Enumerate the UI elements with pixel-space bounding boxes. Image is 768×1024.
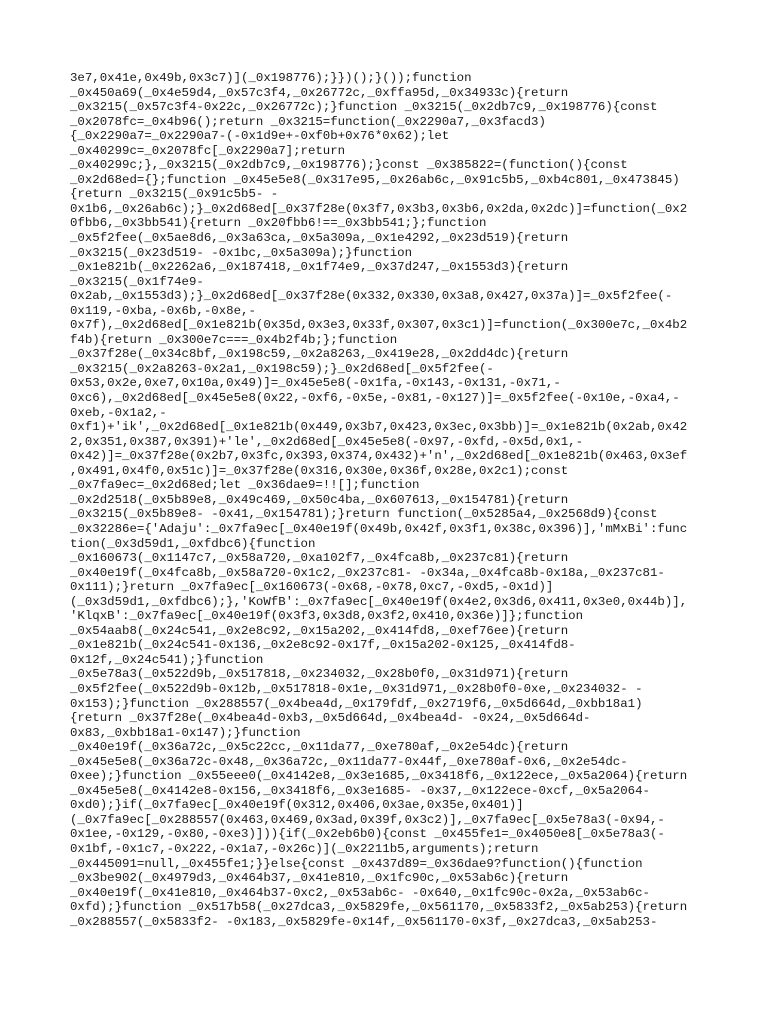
code-line: 0xd0);}if(_0x7fa9ec[_0x40e19f(0x312,0x406,0x3ae,0x35e,0x401)] [70, 798, 524, 813]
code-line: (_0x3d59d1,_0xfdbc6);},'KoWfB':_0x7fa9ec[_0x40e19f(0x4e2,0x3d6,0x411,0x3e0,0x44b)], [70, 594, 688, 609]
code-line: _0x7fa9ec=_0x2d68ed;let _0x36dae9=!![];function [70, 478, 420, 493]
code-line: 0x83,_0xbb18a1-0x147);}function [70, 725, 301, 740]
code-line: 0fbb6,_0x3bb541){return _0x20fbb6!==_0x3bb541;};function [70, 216, 487, 231]
code-line: 0xeb,-0x1a2,- [70, 405, 167, 420]
code-line: _0x3be902(_0x4979d3,_0x464b37,_0x41e810,_0x1fc90c,_0x53ab6c){return [70, 871, 569, 886]
code-line: 0x1bf,-0x1c7,-0x222,-0x1a7,-0x26c)](_0x2211b5,arguments);return [70, 841, 539, 856]
code-line: _0x1e821b(_0x2262a6,_0x187418,_0x1f74e9,_0x37d247,_0x1553d3){return [70, 260, 569, 275]
code-line: {_0x2290a7=_0x2290a7-(-0x1d9e+-0xf0b+0x76*0x62);let [70, 129, 450, 144]
code-line: 0x42)]=_0x37f28e(0x2b7,0x3fc,0x393,0x374,0x432)+'n',_0x2d68ed[_0x1e821b(0x463,0x3ef [70, 449, 688, 464]
code-line: 0x53,0x2e,0xe7,0x10a,0x49)]=_0x45e5e8(-0x1fa,-0x143,-0x131,-0x71,- [70, 376, 561, 391]
code-line: _0x445091=null,_0x455fe1;}}else{const _0x437d89=_0x36dae9?function(){function [70, 856, 643, 871]
code-line: _0x5f2fee(_0x5ae8d6,_0x3a63ca,_0x5a309a,_0x1e4292,_0x23d519){return [70, 231, 569, 246]
code-line: _0x3215(_0x5b89e8- -0x41,_0x154781);}return function(_0x5285a4,_0x2568d9){const [70, 507, 658, 522]
code-line: f4b){return _0x300e7c===_0x4b2f4b;};function [70, 332, 398, 347]
code-line: 'KlqxB':_0x7fa9ec[_0x40e19f(0x3f3,0x3d8,0x3f2,0x410,0x36e)]};function [70, 609, 584, 624]
code-line: _0x5e78a3(_0x522d9b,_0x517818,_0x234032,_0x28b0f0,_0x31d971){return [70, 667, 569, 682]
code-line: {return _0x37f28e(_0x4bea4d-0xb3,_0x5d664d,_0x4bea4d- -0x24,_0x5d664d- [70, 711, 591, 726]
code-line: _0x1e821b(_0x24c541-0x136,_0x2e8c92-0x17f,_0x15a202-0x125,_0x414fd8- [70, 638, 576, 653]
code-line: 0x1b6,_0x26ab6c);}_0x2d68ed[_0x37f28e(0x3f7,0x3b3,0x3b6,0x2da,0x2dc)]=function(_0x2 [70, 201, 688, 216]
code-line: 0x12f,_0x24c541);}function [70, 652, 264, 667]
code-line: _0x40299c=_0x2078fc[_0x2290a7];return [70, 143, 346, 158]
code-line: _0x37f28e(_0x34c8bf,_0x198c59,_0x2a8263,_0x419e28,_0x2dd4dc){return [70, 347, 569, 362]
code-line: _0x54aab8(_0x24c541,_0x2e8c92,_0x15a202,_0x414fd8,_0xef76ee){return [70, 623, 569, 638]
code-line: ,0x491,0x4f0,0x51c)]=_0x37f28e(0x316,0x30e,0x36f,0x28e,0x2c1);const [70, 463, 569, 478]
code-line: _0x40299c;},_0x3215(_0x2db7c9,_0x198776);}const _0x385822=(function(){const [70, 158, 628, 173]
code-line: _0x3215(_0x1f74e9- [70, 274, 204, 289]
code-line: 0x153);}function _0x288557(_0x4bea4d,_0x179fdf,_0x2719f6,_0x5d664d,_0xbb18a1) [70, 696, 643, 711]
code-line: 0x119,-0xba,-0x6b,-0x8e,- [70, 303, 256, 318]
code-line: _0x3215(_0x23d519- -0x1bc,_0x5a309a);}function [70, 245, 413, 260]
code-line: _0x2d2518(_0x5b89e8,_0x49c469,_0x50c4ba,_0x607613,_0x154781){return [70, 492, 569, 507]
code-line: _0x5f2fee(_0x522d9b-0x12b,_0x517818-0x1e,_0x31d971,_0x28b0f0-0xe,_0x234032- - [70, 681, 643, 696]
code-line: 0xc6),_0x2d68ed[_0x45e5e8(0x22,-0xf6,-0x5e,-0x81,-0x127)]=_0x5f2fee(-0x10e,-0xa4,- [70, 391, 680, 406]
code-line: _0x40e19f(_0x36a72c,_0x5c22cc,_0x11da77,_0xe780af,_0x2e54dc){return [70, 740, 569, 755]
code-line: _0x450a69(_0x4e59d4,_0x57c3f4,_0x26772c,_0xffa95d,_0x34933c){return [70, 85, 569, 100]
code-line: (_0x7fa9ec[_0x288557(0x463,0x469,0x3ad,0x39f,0x3c2)],_0x7fa9ec[_0x5e78a3(-0x94,- [70, 812, 665, 827]
code-line: 0xfd);}function _0x517b58(_0x27dca3,_0x5829fe,_0x561170,_0x5833f2,_0x5ab253){return [70, 900, 688, 915]
code-line: _0x160673(_0x1147c7,_0x58a720,_0xa102f7,_0x4fca8b,_0x237c81){return [70, 551, 569, 566]
code-line: _0x2078fc=_0x4b96();return _0x3215=function(_0x2290a7,_0x3facd3) [70, 114, 546, 129]
code-line: tion(_0x3d59d1,_0xfdbc6){function [70, 536, 316, 551]
code-line: _0x32286e={'Adaju':_0x7fa9ec[_0x40e19f(0x49b,0x42f,0x3f1,0x38c,0x396)],'mMxBi':func [70, 521, 688, 536]
code-line: _0x40e19f(_0x41e810,_0x464b37-0xc2,_0x53ab6c- -0x640,_0x1fc90c-0x2a,_0x53ab6c- [70, 885, 650, 900]
code-line: 0x1ee,-0x129,-0x80,-0xe3)])){if(_0x2eb6b0){const _0x455fe1=_0x4050e8[_0x5e78a3(- [70, 827, 665, 842]
code-line: 0xee);}function _0x55eee0(_0x4142e8,_0x3e1685,_0x3418f6,_0x122ece,_0x5a2064){return [70, 769, 688, 784]
code-line: _0x45e5e8(_0x4142e8-0x156,_0x3418f6,_0x3e1685- -0x37,_0x122ece-0xcf,_0x5a2064- [70, 783, 650, 798]
code-line: 2,0x351,0x387,0x391)+'le',_0x2d68ed[_0x45e5e8(-0x97,-0xfd,-0x5d,0x1,- [70, 434, 584, 449]
code-line: 0x2ab,_0x1553d3);}_0x2d68ed[_0x37f28e(0x332,0x330,0x3a8,0x427,0x37a)]=_0x5f2fee(- [70, 289, 673, 304]
code-line: _0x45e5e8(_0x36a72c-0x48,_0x36a72c,_0x11da77-0x44f,_0xe780af-0x6,_0x2e54dc- [70, 754, 628, 769]
code-line: {return _0x3215(_0x91c5b5- - [70, 187, 279, 202]
code-line: _0x3215(_0x2a8263-0x2a1,_0x198c59);}_0x2d68ed[_0x5f2fee(- [70, 361, 494, 376]
code-line: 0x7f),_0x2d68ed[_0x1e821b(0x35d,0x3e3,0x33f,0x307,0x3c1)]=function(_0x300e7c,_0x4b2 [70, 318, 688, 333]
code-document [70, 71, 710, 929]
code-line: _0x3215(_0x57c3f4-0x22c,_0x26772c);}function _0x3215(_0x2db7c9,_0x198776){const [70, 100, 658, 115]
code-line: _0x2d68ed={};function _0x45e5e8(_0x317e95,_0x26ab6c,_0x91c5b5,_0xb4c801,_0x473845) [70, 172, 680, 187]
code-line: 3e7,0x41e,0x49b,0x3c7)](_0x198776);}})();}());function [70, 71, 472, 85]
code-line: 0xf1)+'ik',_0x2d68ed[_0x1e821b(0x449,0x3b7,0x423,0x3ec,0x3bb)]=_0x1e821b(0x2ab,0x42 [70, 420, 688, 435]
code-line: _0x288557(_0x5833f2- -0x183,_0x5829fe-0x14f,_0x561170-0x3f,_0x27dca3,_0x5ab253- [70, 914, 658, 929]
code-line: 0x111);}return _0x7fa9ec[_0x160673(-0x68,-0x78,0xc7,-0xd5,-0x1d)] [70, 580, 554, 595]
code-line: _0x40e19f(_0x4fca8b,_0x58a720-0x1c2,_0x237c81- -0x34a,_0x4fca8b-0x18a,_0x237c81- [70, 565, 665, 580]
